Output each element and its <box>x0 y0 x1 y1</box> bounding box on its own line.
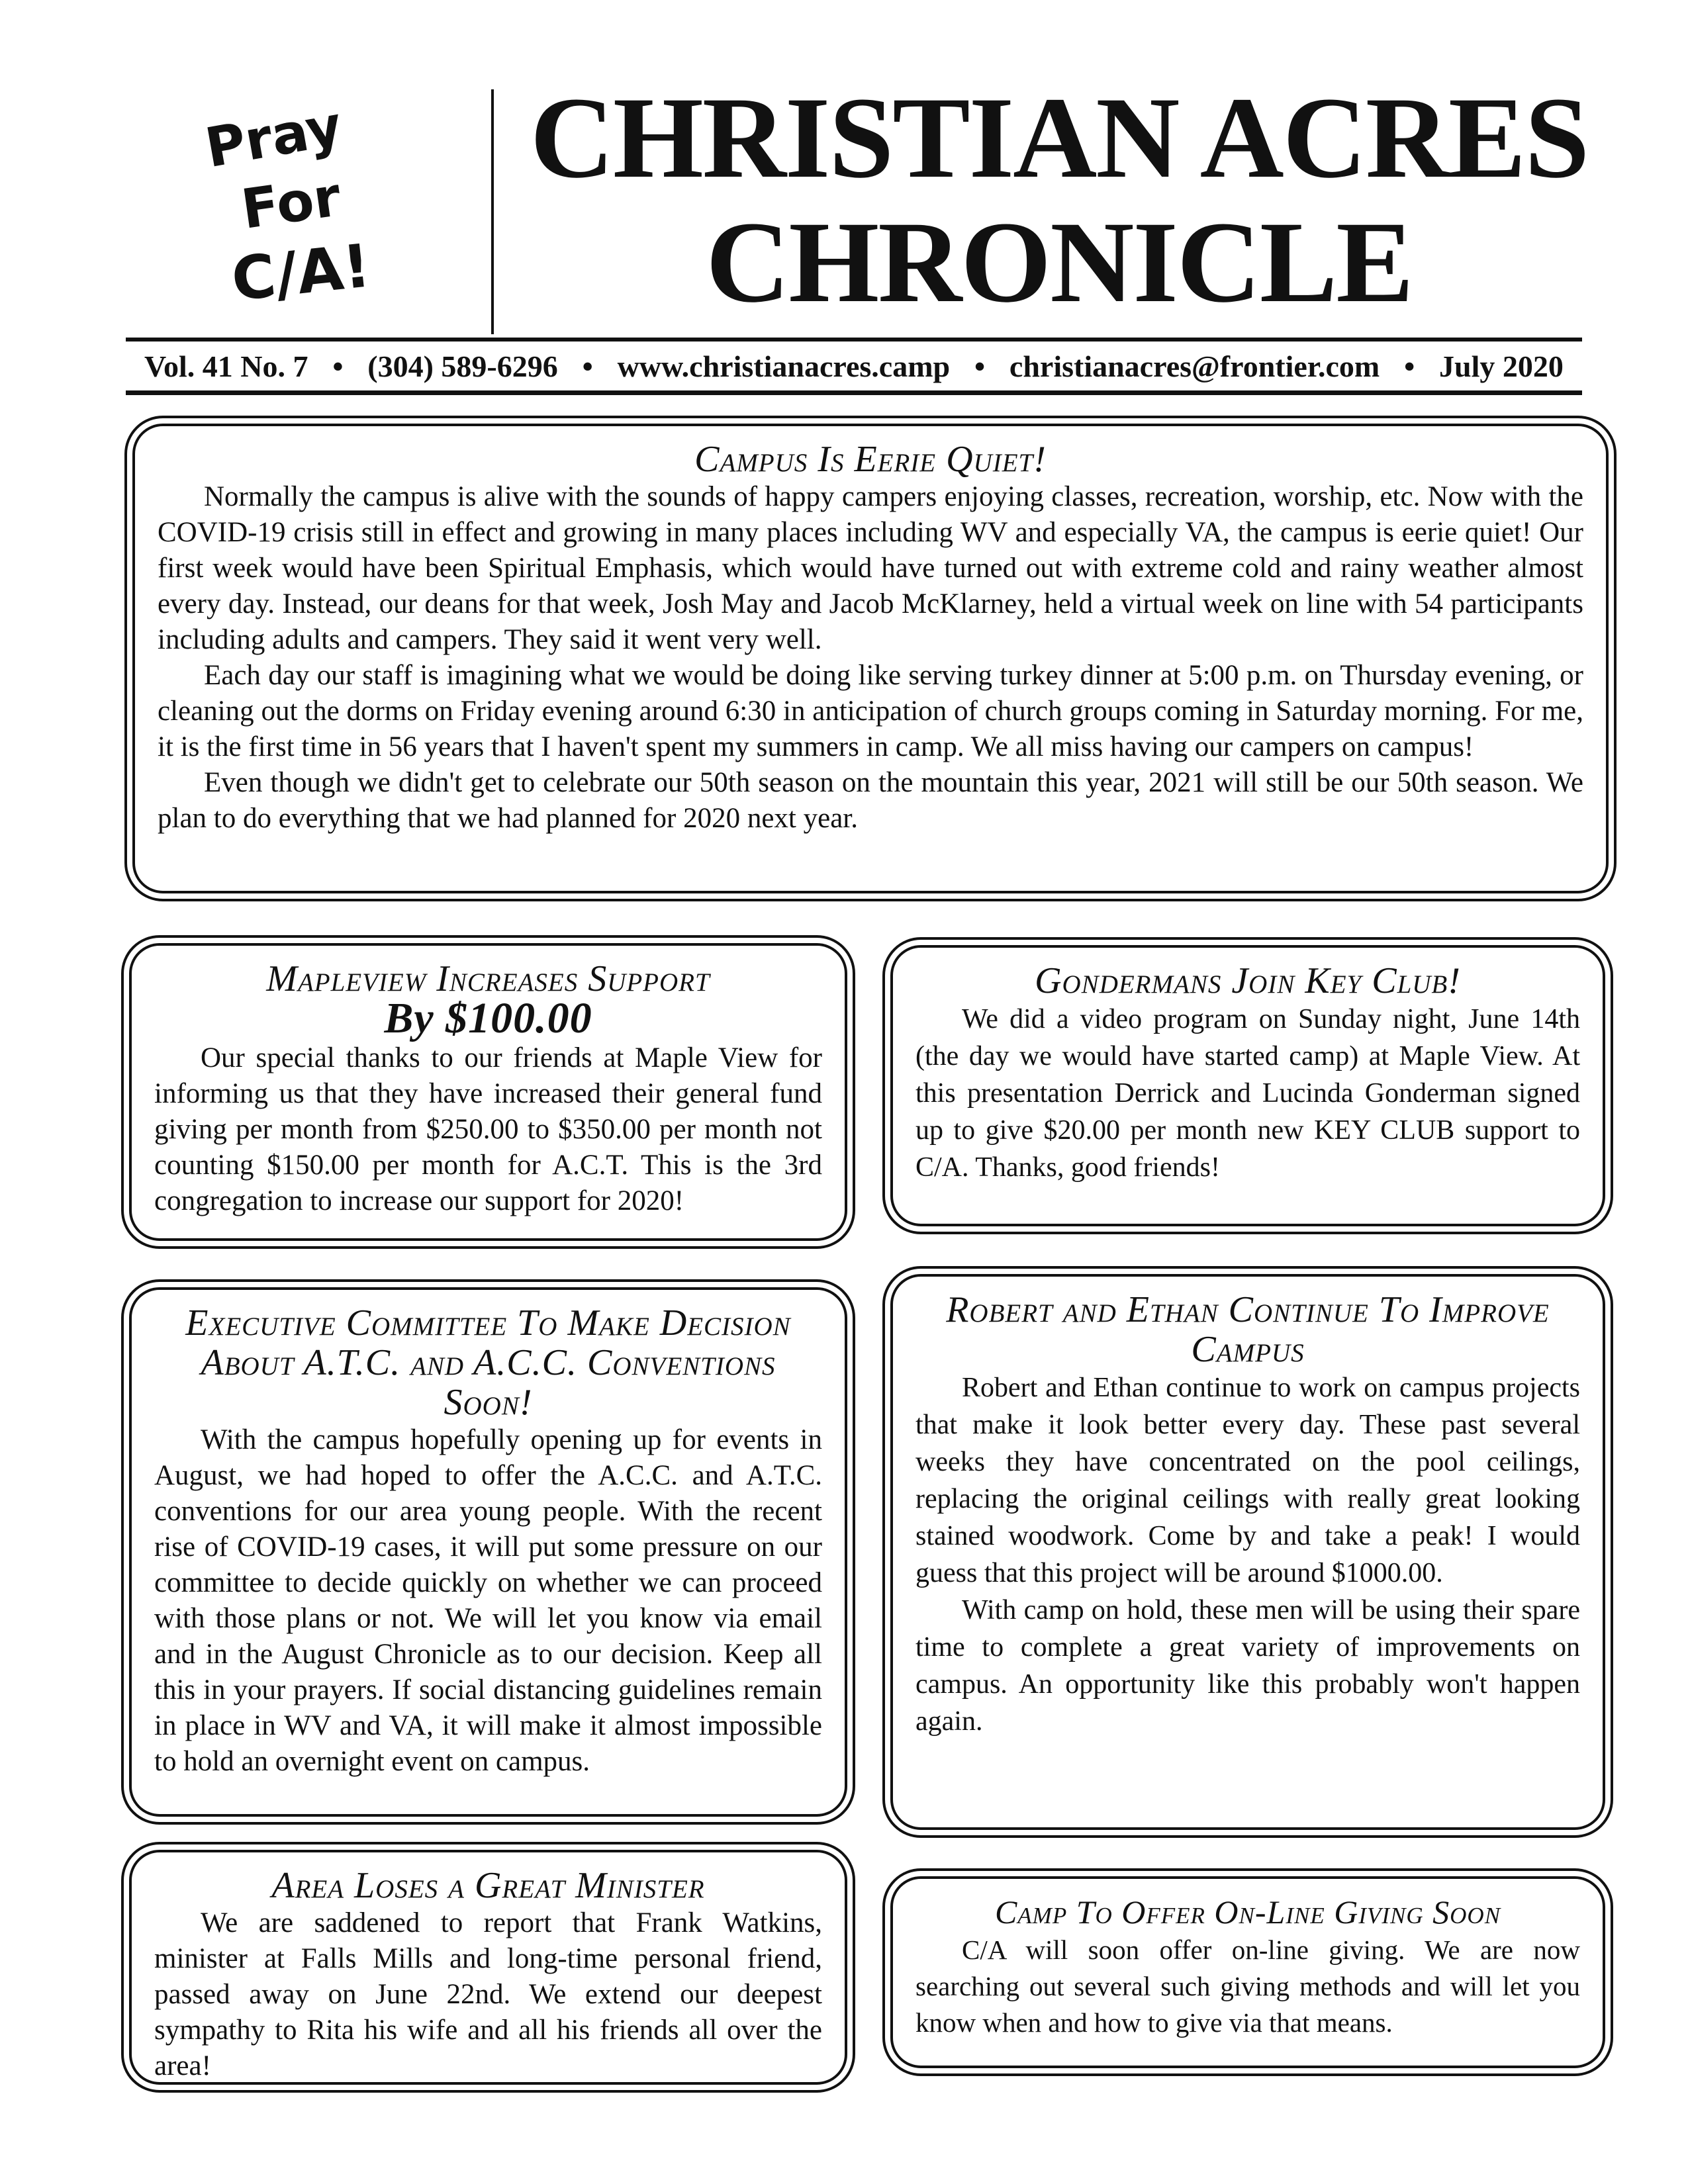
bullet-separator: • <box>1404 349 1415 383</box>
article-executive-committee <box>129 1287 847 1817</box>
article-paragraph: With the campus hopefully opening up for events in August, we had hoped to offer the A.C.C. and A.T.C. conventions for our area young people. With the recent rise of COVID-19 cases, it will put some pressure on our committee to decide quickly on whether we can proceed with those plans or not. We will let you know via email and in the August Chronicle as to our decision. Keep all this in your prayers. If social distancing guidelines remain in place in WV and VA, it will make it almost impossible to hold an overnight event on campus. <box>154 1424 822 1777</box>
article-paragraph: Normally the campus is alive with the sounds of happy campers enjoying classes, recreation, worship, etc. Now with the COVID-19 crisis still in effect and growing in many places including WV and especially VA, the campus is eerie quiet! Our first week would have been Spiritual Emphasis, which would have turned out with extreme cold and rainy weather almost every day. Instead, our deans for that week, Josh May and Jacob McKlarney, held a virtual week on line with 54 participants including adults and campers. They said it went very well. <box>158 481 1583 655</box>
article-title-line-1: Mapleview Increases Support <box>266 958 710 999</box>
article-paragraph: C/A will soon offer on-line giving. We are now searching out several such giving methods and will let you know when and how to give via that means. <box>915 1934 1580 2038</box>
info-bar <box>126 345 1582 387</box>
article-title: Robert and Ethan Continue To Improve Campus <box>946 1289 1550 1370</box>
article-mapleview-support <box>129 943 847 1241</box>
article-gondermans-key-club <box>890 945 1605 1226</box>
article-title-line-2: By $100.00 <box>384 994 592 1042</box>
article-campus-quiet <box>132 424 1609 893</box>
article-paragraph: We did a video program on Sunday night, June 14th (the day we would have started camp) at Maple View. At this presentation Derrick and Lucinda Gonderman signed up to give $20.00 per month new KEY CLUB support to C/A. Thanks, good friends! <box>915 1004 1580 1183</box>
article-paragraph: Our special thanks to our friends at Maple View for informing us that they have increased their general fund giving per month from $250.00 to $350.00 per month not counting $150.00 per month for A.C.T. This is the 3rd congregation to increase our support for 2020! <box>154 1042 822 1216</box>
article-paragraph: We are saddened to report that Frank Watkins, minister at Falls Mills and long-time personal friend, passed away on June 22nd. We extend our deepest sympathy to Rita his wife and all his friends all over the area! <box>154 1907 822 2081</box>
article-paragraph: Each day our staff is imagining what we would be doing like serving turkey dinner at 5:00 p.m. on Thursday evening, or cleaning out the dorms on Friday evening around 6:30 in anticipation of church groups coming in Saturday morning. For me, it is the first time in 56 years that I haven't spent my summers in camp. We all miss having our campers on campus! <box>158 660 1583 762</box>
title-line-1: CHRISTIAN ACRES <box>530 73 1589 203</box>
for-word: For <box>238 165 345 242</box>
bullet-separator: • <box>582 349 593 383</box>
article-title: Executive Committee To Make Decision About A.T.C. and A.C.C. Conventions Soon! <box>185 1302 791 1423</box>
article-title: Area Loses a Great Minister <box>271 1865 705 1906</box>
pray-word: Pray <box>201 94 347 181</box>
website-link[interactable]: www.christianacres.camp <box>617 349 951 383</box>
article-paragraph: Even though we didn't get to celebrate our 50th season on the mountain this year, 2021 will still be our 50th season. We plan to do everything that we had planned for 2020 next year. <box>158 767 1583 834</box>
phone-number: (304) 589-6296 <box>367 349 558 383</box>
issue-date: July 2020 <box>1439 349 1564 383</box>
article-title: Gondermans Join Key Club! <box>1035 960 1461 1001</box>
article-title <box>154 959 822 1040</box>
article-robert-ethan <box>890 1274 1605 1830</box>
bullet-separator: • <box>332 349 344 383</box>
bullet-separator: • <box>974 349 986 383</box>
infobar-top-rule <box>126 338 1582 341</box>
article-title: Campus Is Eerie Quiet! <box>694 439 1047 480</box>
volume-number: Vol. 41 No. 7 <box>144 349 308 383</box>
infobar-bottom-rule <box>126 390 1582 395</box>
article-title: Camp To Offer On-Line Giving Soon <box>994 1893 1501 1931</box>
masthead-divider <box>491 89 494 334</box>
article-paragraph: With camp on hold, these men will be using their spare time to complete a great variety of improvements on campus. An opportunity like this probably won't happen again. <box>915 1595 1580 1737</box>
ca-word: C/A! <box>228 231 374 315</box>
title-line-2: CHRONICLE <box>706 198 1413 327</box>
article-online-giving <box>890 1876 1605 2068</box>
newsletter-title <box>510 73 1609 327</box>
article-paragraph: Robert and Ethan continue to work on campus projects that make it look better every day. These past several weeks they have concentrated on the pool ceilings, replacing the original ceilings with really great looking stained woodwork. Come by and take a peak! I would guess that this project will be around $1000.00. <box>915 1373 1580 1588</box>
pray-for-ca-logo <box>179 94 417 324</box>
article-area-minister <box>129 1850 847 2085</box>
email-link[interactable]: christianacres@frontier.com <box>1009 349 1380 383</box>
